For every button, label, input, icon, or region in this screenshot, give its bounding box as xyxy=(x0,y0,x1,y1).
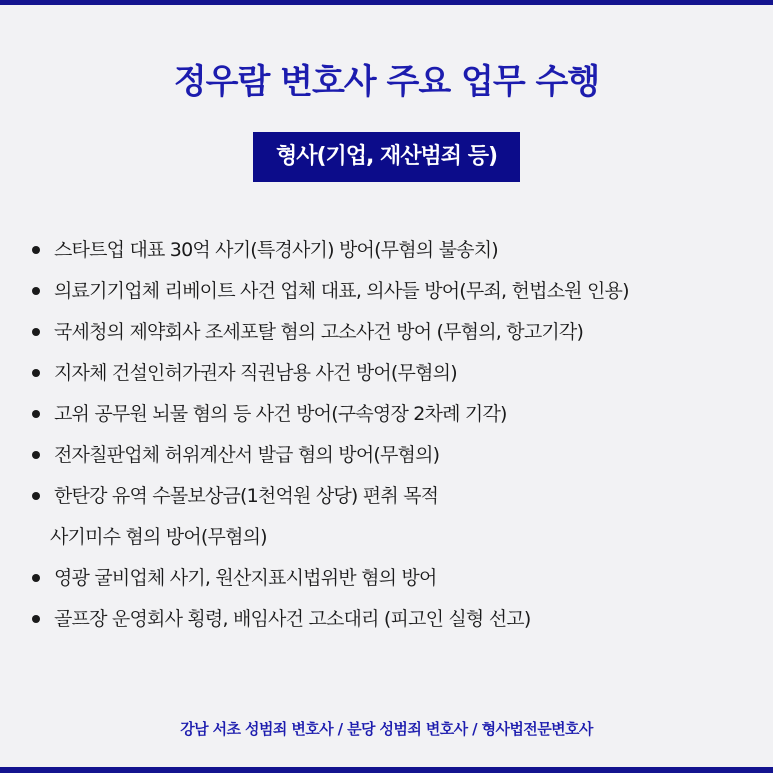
category-badge: 형사(기업, 재산범죄 등) xyxy=(253,132,520,182)
bullet-icon xyxy=(32,615,40,623)
case-item xyxy=(28,435,763,476)
bullet-icon xyxy=(32,287,40,295)
case-text: 골프장 운영회사 횡령, 배임사건 고소대리 (피고인 실형 선고) xyxy=(54,608,531,630)
bullet-icon xyxy=(32,328,40,336)
case-item xyxy=(28,312,763,353)
case-item xyxy=(28,599,763,640)
bottom-border xyxy=(0,767,773,773)
case-text-line2: 사기미수 혐의 방어(무혐의) xyxy=(50,526,267,548)
case-text: 의료기기업체 리베이트 사건 업체 대표, 의사들 방어(무죄, 헌법소원 인용) xyxy=(54,280,629,302)
top-border xyxy=(0,0,773,5)
page-title: 정우람 변호사 주요 업무 수행 xyxy=(173,62,600,102)
case-text: 전자칠판업체 허위계산서 발급 혐의 방어(무혐의) xyxy=(54,444,440,466)
case-item xyxy=(28,353,763,394)
case-list xyxy=(28,230,763,640)
bullet-icon xyxy=(32,246,40,254)
footer-tagline: 강남 서초 성범죄 변호사 / 분당 성범죄 변호사 / 형사법전문변호사 xyxy=(180,720,593,738)
case-text-line1: 한탄강 유역 수몰보상금(1천억원 상당) 편취 목적 xyxy=(54,485,439,507)
case-text: 지자체 건설인허가권자 직권남용 사건 방어(무혐의) xyxy=(54,362,457,384)
case-item xyxy=(28,476,763,558)
case-text: 고위 공무원 뇌물 혐의 등 사건 방어(구속영장 2차례 기각) xyxy=(54,403,507,425)
bullet-icon xyxy=(32,574,40,582)
case-item xyxy=(28,394,763,435)
bullet-icon xyxy=(32,451,40,459)
bullet-icon xyxy=(32,492,40,500)
case-item xyxy=(28,230,763,271)
case-item xyxy=(28,558,763,599)
bullet-icon xyxy=(32,410,40,418)
case-text: 영광 굴비업체 사기, 원산지표시법위반 혐의 방어 xyxy=(54,567,437,589)
case-item xyxy=(28,271,763,312)
case-text: 스타트업 대표 30억 사기(특경사기) 방어(무혐의 불송치) xyxy=(54,239,498,261)
case-text: 국세청의 제약회사 조세포탈 혐의 고소사건 방어 (무혐의, 항고기각) xyxy=(54,321,584,343)
bullet-icon xyxy=(32,369,40,377)
